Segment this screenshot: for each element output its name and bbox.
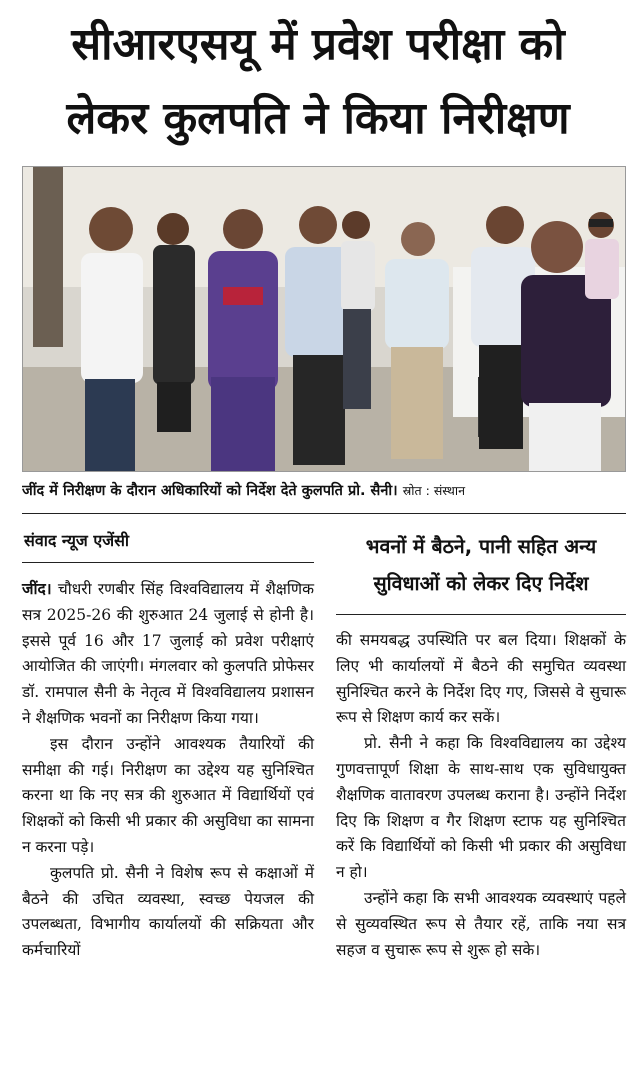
subheading-line-2: सुविधाओं को लेकर दिए निर्देश [373, 572, 589, 595]
byline-divider [22, 562, 314, 563]
headline-line-1: सीआरएसयू में प्रवेश परीक्षा को [71, 19, 565, 70]
dateline: जींद। [22, 580, 52, 598]
paragraph: की समयबद्ध उपस्थिति पर बल दिया। शिक्षकों के लिए भी कार्यालयों में बैठने की समुचित व्यवस्था सुनिश्चित करने के निर्देश दिए गए, जिससे वे सुचारू रूप से शिक्षण कार्य कर सकें। [336, 631, 626, 727]
paragraph: उन्होंने कहा कि सभी आवश्यक व्यवस्थाएं पहले से सुव्यवस्थित रूप से तैयार रहें, ताकि नया सत्र सहज व सुचारू रूप से शुरू हो सके। [336, 888, 626, 959]
news-photo [22, 166, 626, 472]
caption-text: जींद में निरीक्षण के दौरान अधिकारियों को निर्देश देते कुलपति प्रो. सैनी। [22, 483, 398, 499]
caption-source: स्रोत : संस्थान [402, 483, 466, 498]
person-figure [585, 212, 619, 299]
subheading [336, 528, 626, 602]
paragraph [22, 577, 314, 732]
byline: संवाद न्यूज एजेंसी [24, 531, 130, 550]
section-divider [22, 513, 626, 514]
headline-line-2: लेकर कुलपति ने किया निरीक्षण [66, 93, 570, 144]
paragraph: कुलपति प्रो. सैनी ने विशेष रूप से कक्षाओं में बैठने की उचित व्यवस्था, स्वच्छ पेयजल की उपलब्धता, विभागीय कार्यालयों की सक्रियता और कर्मचारियों [22, 863, 314, 960]
paragraph: प्रो. सैनी ने कहा कि विश्वविद्यालय का उद्देश्य गुणवत्तापूर्ण शिक्षा के साथ-साथ एक सुविधायुक्त शैक्षणिक वातावरण उपलब्ध कराना है। उन्होंने निर्देश दिए कि शिक्षण व गैर शिक्षण स्टाफ यह सुनिश्चित करें कि विद्यार्थियों को किसी भी प्रकार की असुविधा न हो। [336, 734, 626, 882]
article-column-2 [336, 628, 626, 963]
paragraph: इस दौरान उन्होंने आवश्यक तैयारियों की समीक्षा की गई। निरीक्षण का उद्देश्य यह सुनिश्चित करना था कि नए सत्र की शुरुआत में विद्यार्थियों एवं शिक्षकों को किसी भी प्रकार की असुविधा का सामना न करना पड़े। [22, 734, 314, 856]
news-photo-illustration [23, 167, 625, 471]
photo-caption [22, 478, 624, 504]
subheading-line-1: भवनों में बैठने, पानी सहित अन्य [365, 535, 597, 558]
paragraph-text: चौधरी रणबीर सिंह विश्वविद्यालय में शैक्षणिक सत्र 2025-26 की शुरुआत 24 जुलाई से होनी है। इससे पूर्व 16 और 17 जुलाई को प्रवेश परीक्षाएं आयोजित की जाएंगी। मंगलवार को कुलपति प्रोफेसर डॉ. रामपाल सैनी के नेतृत्व में विश्वविद्यालय प्रशासन ने शैक्षणिक भवनों का निरीक्षण किया गया। [22, 580, 314, 727]
article-column-1 [22, 577, 314, 964]
headline [8, 8, 628, 156]
person-figure [153, 213, 195, 432]
subhead-divider [336, 614, 626, 615]
